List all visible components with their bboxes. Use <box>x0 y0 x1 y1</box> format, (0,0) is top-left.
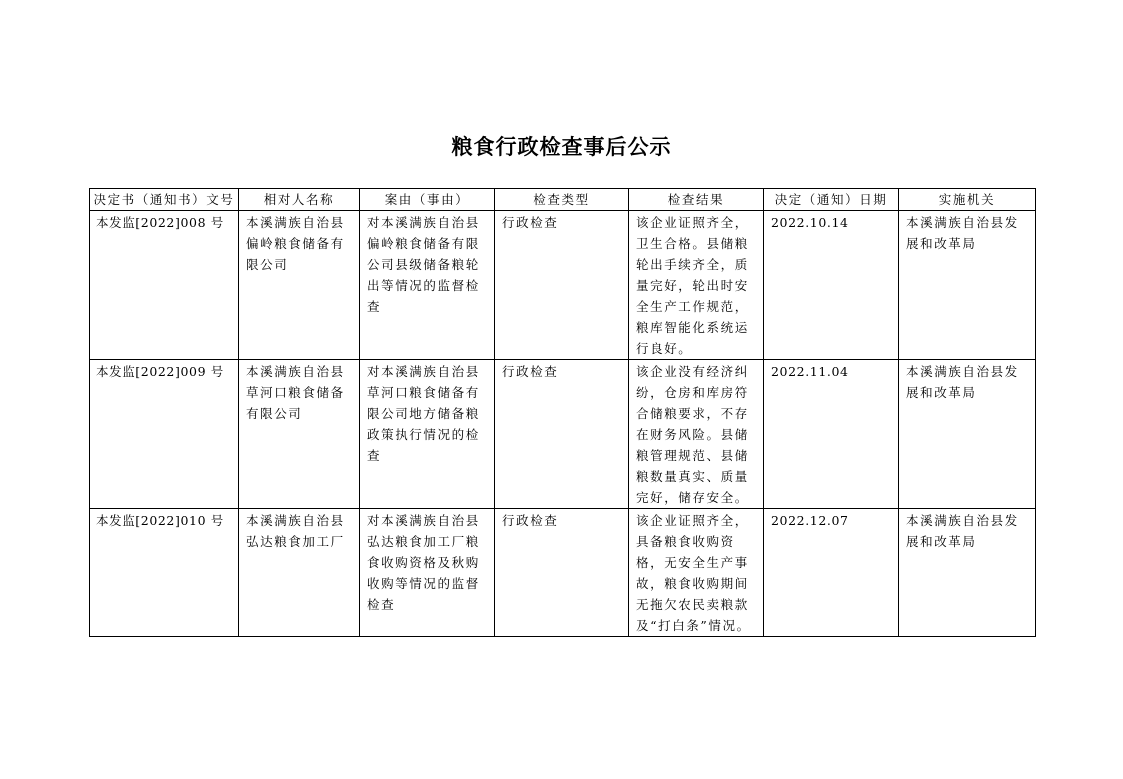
cell-party-name: 本溪满族自治县偏岭粮食储备有限公司 <box>239 211 360 360</box>
header-party-name: 相对人名称 <box>239 189 360 211</box>
cell-doc-number: 本发监[2022]010 号 <box>90 509 239 637</box>
cell-party-name: 本溪满族自治县草河口粮食储备有限公司 <box>239 360 360 509</box>
header-inspection-result: 检查结果 <box>629 189 764 211</box>
page-title: 粮食行政检查事后公示 <box>451 135 672 159</box>
table-row <box>90 509 1036 637</box>
cell-inspection-result: 该企业证照齐全，卫生合格。县储粮轮出手续齐全，质量完好，轮出时安全生产工作规范，粮库智能化系统运行良好。 <box>629 211 764 360</box>
cell-cause: 对本溪满族自治县草河口粮食储备有限公司地方储备粮政策执行情况的检查 <box>360 360 495 509</box>
cell-party-name: 本溪满族自治县弘达粮食加工厂 <box>239 509 360 637</box>
cell-cause: 对本溪满族自治县偏岭粮食储备有限公司县级储备粮轮出等情况的监督检查 <box>360 211 495 360</box>
header-agency: 实施机关 <box>899 189 1036 211</box>
cell-inspection-result: 该企业证照齐全，具备粮食收购资格，无安全生产事故，粮食收购期间无拖欠农民卖粮款及“打白条”情况。 <box>629 509 764 637</box>
header-decision-date: 决定（通知）日期 <box>764 189 899 211</box>
cell-inspection-result: 该企业没有经济纠纷，仓房和库房符合储粮要求，不存在财务风险。县储粮管理规范、县储粮数量真实、质量完好，储存安全。 <box>629 360 764 509</box>
cell-cause: 对本溪满族自治县弘达粮食加工厂粮食收购资格及秋购收购等情况的监督检查 <box>360 509 495 637</box>
cell-inspection-type: 行政检查 <box>495 509 629 637</box>
cell-decision-date: 2022.11.04 <box>764 360 899 509</box>
cell-agency: 本溪满族自治县发展和改革局 <box>899 211 1036 360</box>
table-header-row <box>90 189 1036 211</box>
cell-inspection-type: 行政检查 <box>495 360 629 509</box>
header-inspection-type: 检查类型 <box>495 189 629 211</box>
cell-decision-date: 2022.10.14 <box>764 211 899 360</box>
cell-inspection-type: 行政检查 <box>495 211 629 360</box>
header-doc-number: 决定书（通知书）文号 <box>90 189 239 211</box>
cell-agency: 本溪满族自治县发展和改革局 <box>899 509 1036 637</box>
cell-decision-date: 2022.12.07 <box>764 509 899 637</box>
cell-doc-number: 本发监[2022]008 号 <box>90 211 239 360</box>
header-cause: 案由（事由） <box>360 189 495 211</box>
cell-doc-number: 本发监[2022]009 号 <box>90 360 239 509</box>
table-row <box>90 211 1036 360</box>
cell-agency: 本溪满族自治县发展和改革局 <box>899 360 1036 509</box>
table-row <box>90 360 1036 509</box>
inspection-table <box>89 188 1036 637</box>
